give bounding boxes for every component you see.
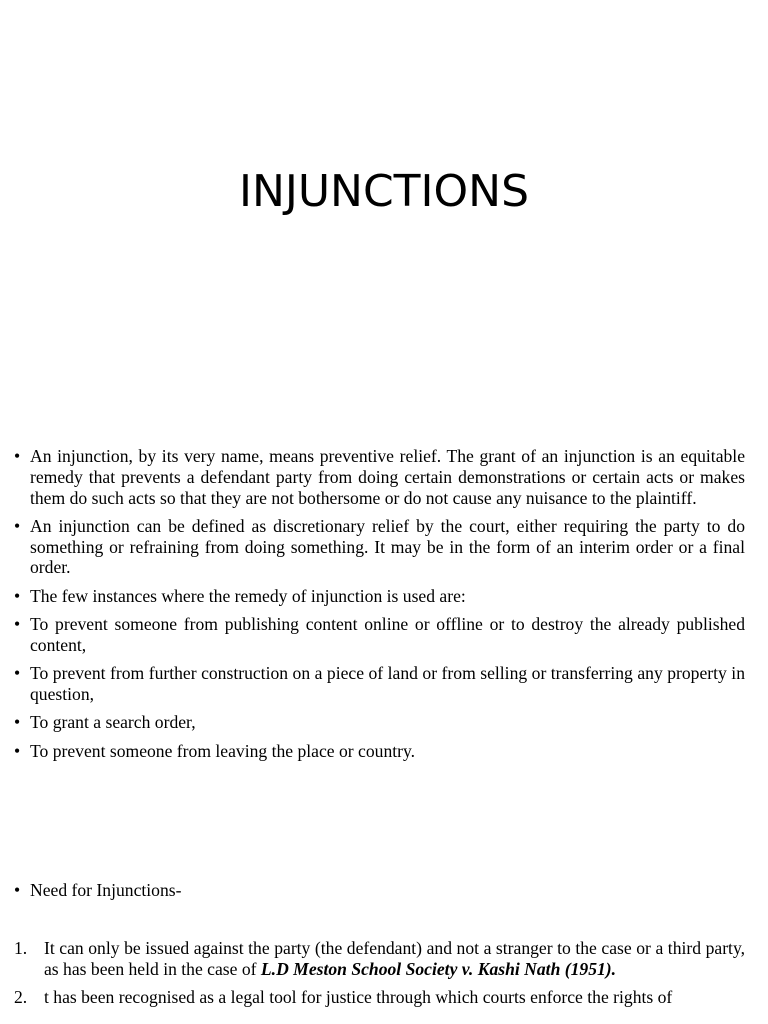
need-section <box>14 880 745 901</box>
section-heading <box>14 880 745 901</box>
list-item <box>14 663 745 705</box>
section-heading-text: Need for Injunctions- <box>30 880 182 900</box>
bullet-dot: • <box>14 515 21 536</box>
bullet-dot: • <box>14 740 21 761</box>
numbered-list <box>14 938 745 1015</box>
list-item <box>14 741 745 762</box>
numbered-item-text: It can only be issued against the party (the defendant) and not a stranger to the case or a third party, as has been held in the case of <box>44 938 745 979</box>
list-item-text: To grant a search order, <box>30 712 196 733</box>
bullet-dot: • <box>14 663 21 684</box>
list-item-text: An injunction, by its very name, means preventive relief. The grant of an injunction is an equitable remedy that prevents a defendant party from doing certain demonstrations or certain acts or makes them do such acts so that they are not bothersome or do not cause any nuisance to the plaintiff. <box>30 446 745 508</box>
list-item-text: To prevent someone from publishing content online or offline or to destroy the already published content, <box>30 614 745 655</box>
list-item-text: To prevent from further construction on a piece of land or from selling or transferring any property in question, <box>30 663 745 704</box>
case-citation: L.D Meston School Society v. Kashi Nath (1951). <box>260 958 617 979</box>
bullet-dot: • <box>14 585 21 606</box>
list-item <box>14 712 745 733</box>
item-number: 1. <box>14 938 28 958</box>
item-number: 2. <box>14 987 28 1008</box>
bullet-dot: • <box>14 446 21 466</box>
list-item-text: To prevent someone from leaving the place or country. <box>30 740 416 761</box>
list-item <box>14 446 745 508</box>
list-item <box>14 614 745 656</box>
list-item <box>14 516 745 578</box>
bullet-dot: • <box>14 614 21 635</box>
list-item-text: An injunction can be defined as discretionary relief by the court, either requiring the party to do something or refraining from doing something. It may be in the form of an interim order or a final order. <box>30 515 745 578</box>
numbered-item <box>14 938 745 980</box>
numbered-item <box>14 987 745 1008</box>
bullet-list <box>14 446 745 769</box>
list-item-text: The few instances where the remedy of injunction is used are: <box>30 585 466 606</box>
slide-title: INJUNCTIONS <box>238 166 530 217</box>
list-item <box>14 586 745 607</box>
bullet-dot: • <box>14 880 21 900</box>
bullet-dot: • <box>14 712 21 733</box>
numbered-item-text: t has been recognised as a legal tool for justice through which courts enforce the rights of <box>44 987 673 1008</box>
